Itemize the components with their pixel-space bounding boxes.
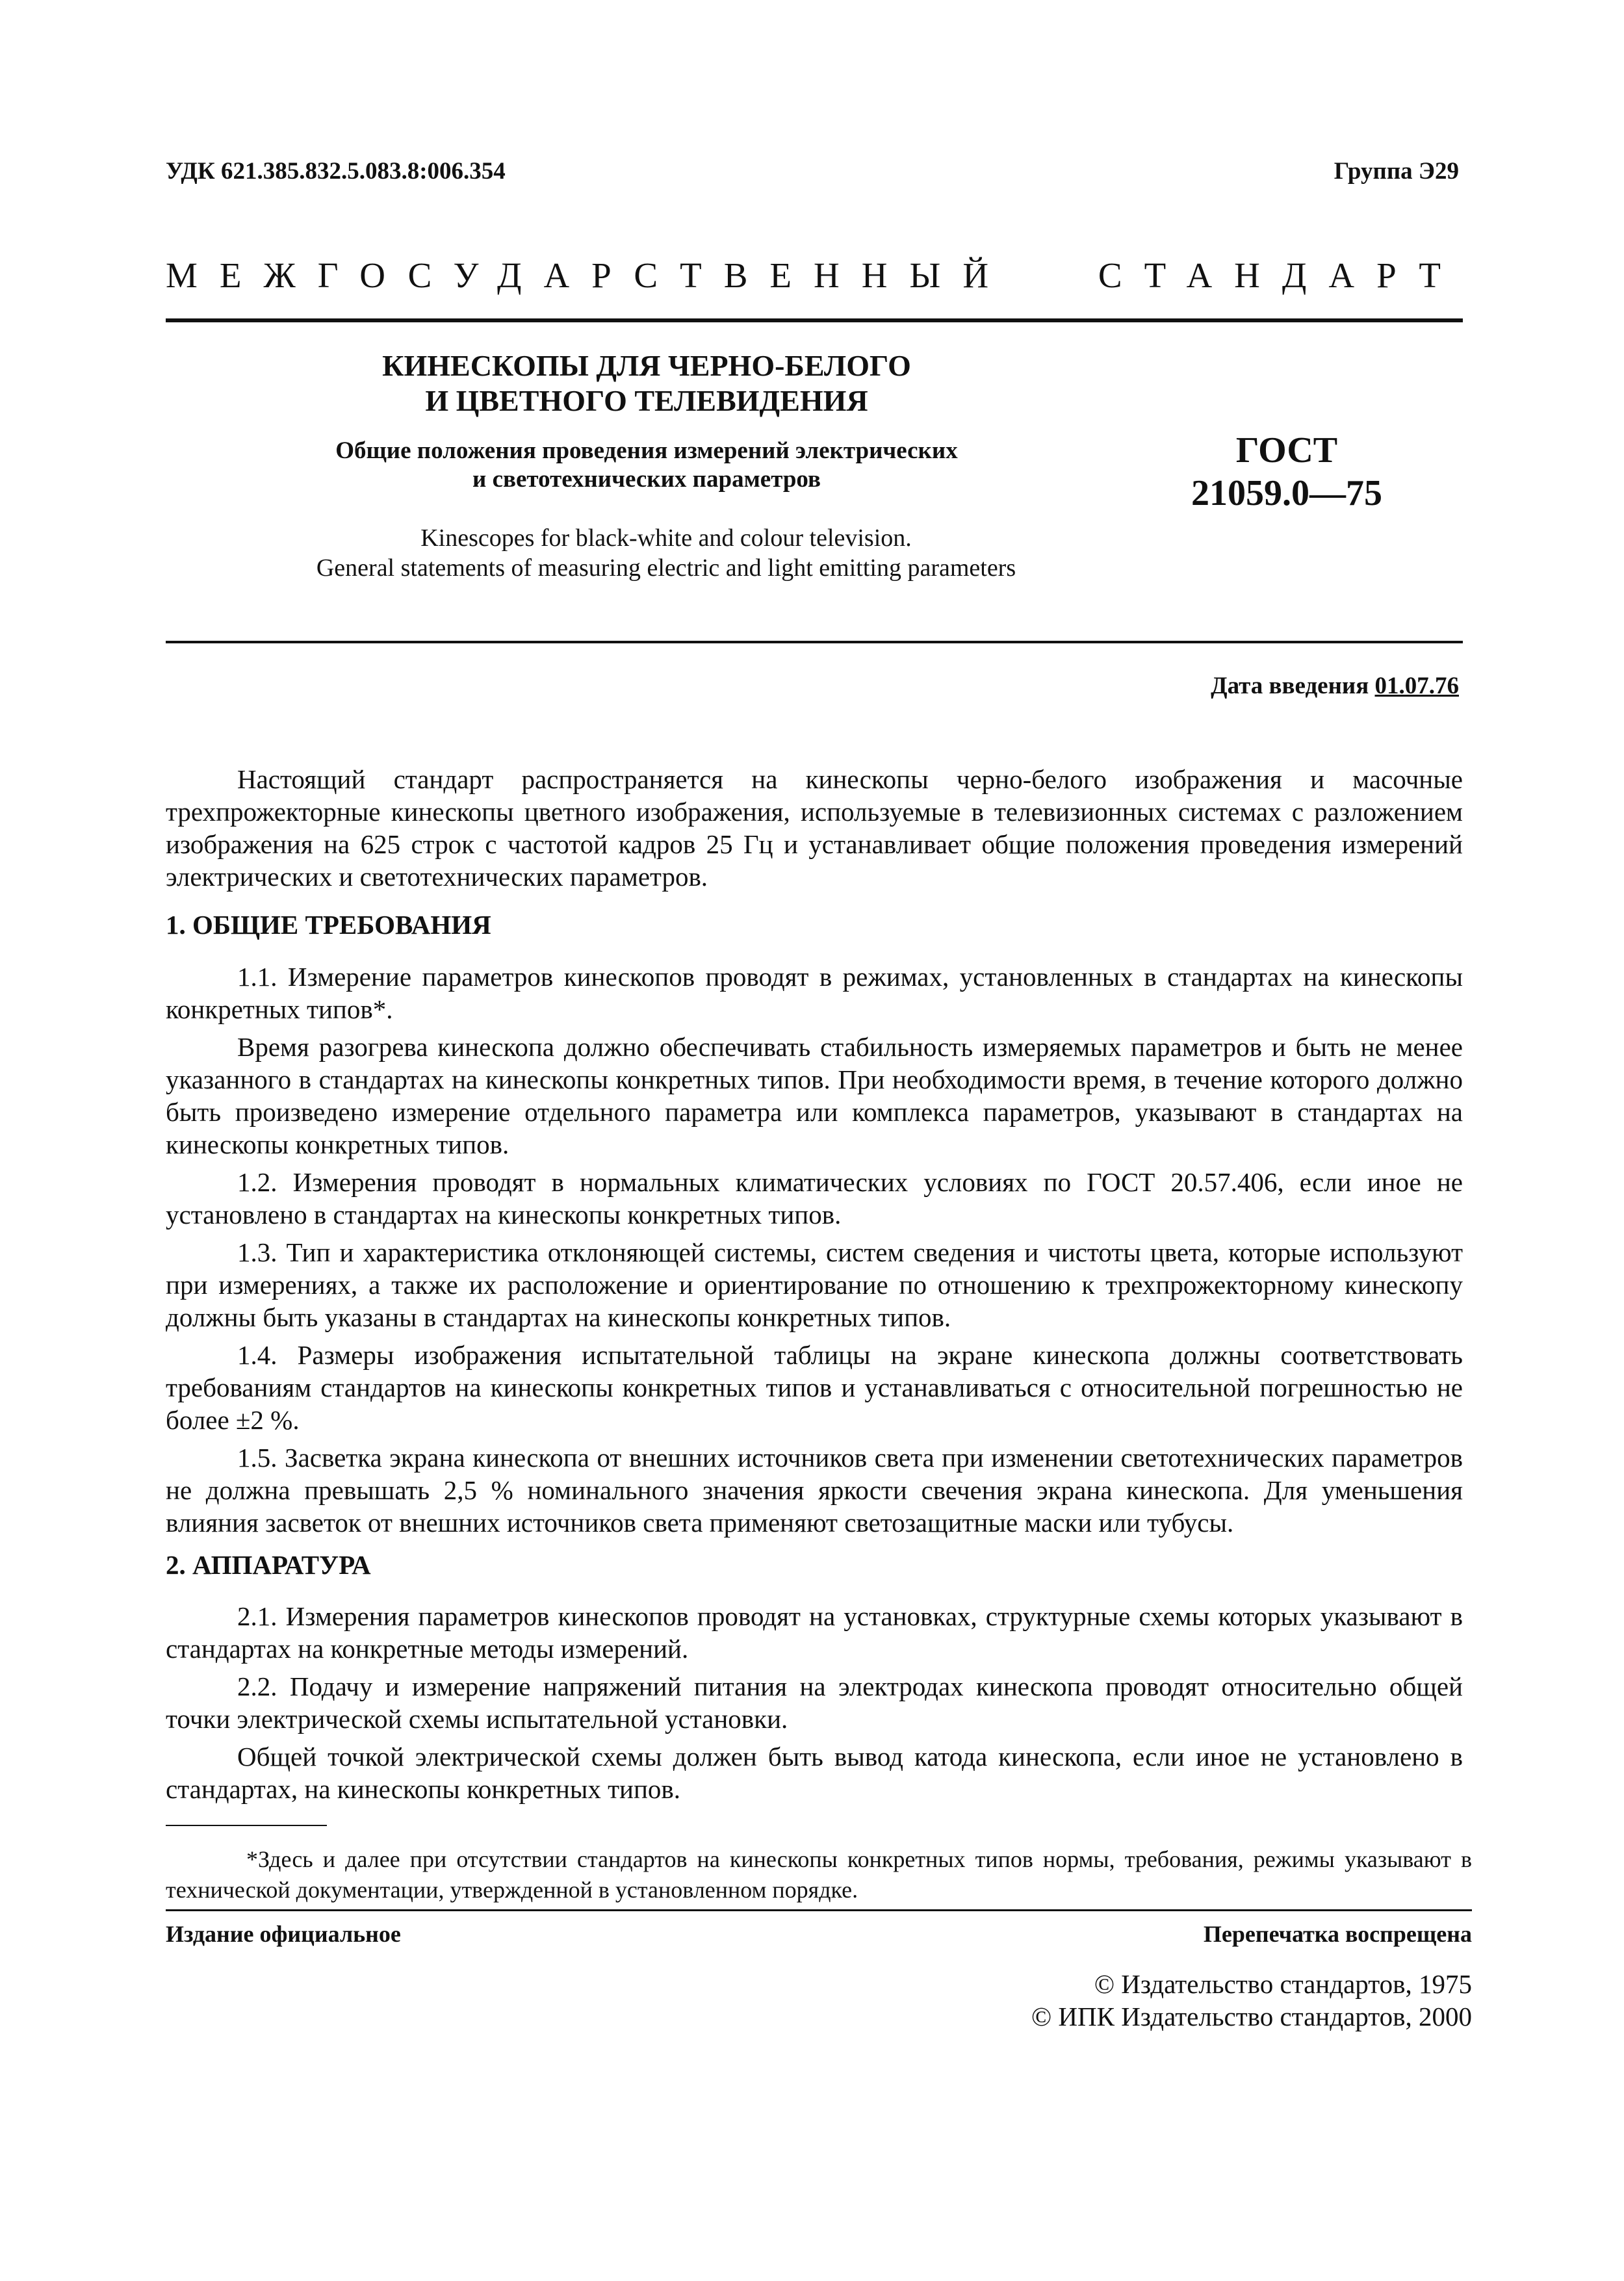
- paragraph-2-2b: Общей точкой электрической схемы должен быть вывод катода кинескопа, если иное не установлено в стандартах, на кинескопы конкретных типов.: [166, 1742, 1463, 1804]
- copyright-line-2: © ИПК Издательство стандартов, 2000: [1031, 2002, 1472, 2031]
- section-1-body: [166, 960, 1463, 1539]
- official-edition: Издание официальное: [166, 1921, 401, 1947]
- reprint-prohibited: Перепечатка воспрещена: [1203, 1921, 1472, 1947]
- section-2: [166, 1549, 1463, 1581]
- subtitle-line-2: и светотехнических параметров: [472, 466, 821, 493]
- gost-number: 21059.0—75: [1191, 473, 1382, 513]
- introduction-date-value: 01.07.76: [1374, 673, 1459, 699]
- footnote-rule: [166, 1825, 327, 1826]
- english-title: [162, 523, 1170, 583]
- document-title: [273, 348, 1020, 419]
- standard-banner: [166, 255, 1463, 296]
- paragraph-1-5: 1.5. Засветка экрана кинескопа от внешних источников света при изменении светотехнических параметров не должна превышать 2,5 % номинального значения яркости свечения экрана кинескопа. Для уменьшения влияния засветок от внешних источников света применяют светозащитные маски или тубусы.: [166, 1443, 1463, 1538]
- section-1-title: 1. ОБЩИЕ ТРЕБОВАНИЯ: [166, 910, 491, 940]
- banner-rule: [166, 318, 1463, 322]
- subtitle-line-1: Общие положения проведения измерений электрических: [335, 437, 958, 464]
- paragraph-1-2: 1.2. Измерения проводят в нормальных климатических условиях по ГОСТ 20.57.406, если иное не установлено в стандартах на кинескопы конкретных типов.: [166, 1167, 1463, 1230]
- english-title-line-2: General statements of measuring electric and light emitting parameters: [316, 554, 1016, 582]
- section-2-body: [166, 1600, 1463, 1805]
- paragraph-1-4: 1.4. Размеры изображения испытательной таблицы на экране кинескопа должны соответствовать требованиям стандартов на кинескопы конкретных типов и устанавливаться с относительной погрешностью не более ±2 %.: [166, 1340, 1463, 1435]
- paragraph-1-1b: Время разогрева кинескопа должно обеспечивать стабильность измеряемых параметров и быть не менее указанного в стандартах на кинескопы конкретных типов. При необходимости время, в течение которого должно быть произведено измерение отдельного параметра или комплекса параметров, указывают в стандартах на кинескопы конкретных типов.: [166, 1032, 1463, 1159]
- banner-word-standard: СТАНДАРТ: [1098, 255, 1463, 295]
- body-block-intro: [166, 763, 1463, 893]
- copyright-line-1: © Издательство стандартов, 1975: [1094, 1969, 1472, 1999]
- document-subtitle: [208, 437, 1085, 494]
- introduction-date: [1211, 672, 1459, 700]
- english-title-line-1: Kinescopes for black-white and colour television.: [420, 524, 912, 552]
- banner-word-interstate: МЕЖГОСУДАРСТВЕННЫЙ: [166, 255, 1011, 295]
- group-code: Группа Э29: [1334, 158, 1459, 185]
- title-rule: [166, 641, 1463, 643]
- paragraph-1-3: 1.3. Тип и характеристика отклоняющей системы, систем сведения и чистоты цвета, которые используют при измерениях, а также их расположение и ориентирование по отношению к трехпрожекторному кинескопу должны быть указаны в стандартах на кинескопы конкретных типов.: [166, 1237, 1463, 1332]
- section-2-title: 2. АППАРАТУРА: [166, 1550, 371, 1580]
- title-line-1: КИНЕСКОПЫ ДЛЯ ЧЕРНО-БЕЛОГО: [382, 349, 911, 382]
- footer-rule: [166, 1909, 1472, 1911]
- footnote: *Здесь и далее при отсутствии стандартов на кинескопы конкретных типов нормы, требования, режимы указывают в технической документации, утвержденной в установленном порядке.: [166, 1846, 1472, 1903]
- udc-code: УДК 621.385.832.5.083.8:006.354: [166, 158, 506, 185]
- paragraph-1-1: 1.1. Измерение параметров кинескопов проводят в режимах, установленных в стандартах на кинескопы конкретных типов*.: [166, 962, 1463, 1024]
- gost-designation: [1157, 429, 1417, 515]
- intro-paragraph: Настоящий стандарт распространяется на кинескопы черно-белого изображения и масочные трехпрожекторные кинескопы цветного изображения, используемые в телевизионных системах с разложением изображения на 625 строк с частотой кадров 25 Гц и устанавливает общие положения проведения измерений электрических и светотехнических параметров.: [166, 764, 1463, 892]
- section-1: [166, 909, 1463, 941]
- copyright-block: [1031, 1968, 1472, 2033]
- introduction-date-label: Дата введения: [1211, 673, 1369, 699]
- gost-label: ГОСТ: [1235, 430, 1338, 470]
- paragraph-2-2: 2.2. Подачу и измерение напряжений питания на электродах кинескопа проводят относительно общей точки электрической схемы испытательной установки.: [166, 1671, 1463, 1734]
- title-line-2: И ЦВЕТНОГО ТЕЛЕВИДЕНИЯ: [425, 384, 868, 417]
- paragraph-2-1: 2.1. Измерения параметров кинескопов проводят на установках, структурные схемы которых указывают в стандартах на конкретные методы измерений.: [166, 1601, 1463, 1664]
